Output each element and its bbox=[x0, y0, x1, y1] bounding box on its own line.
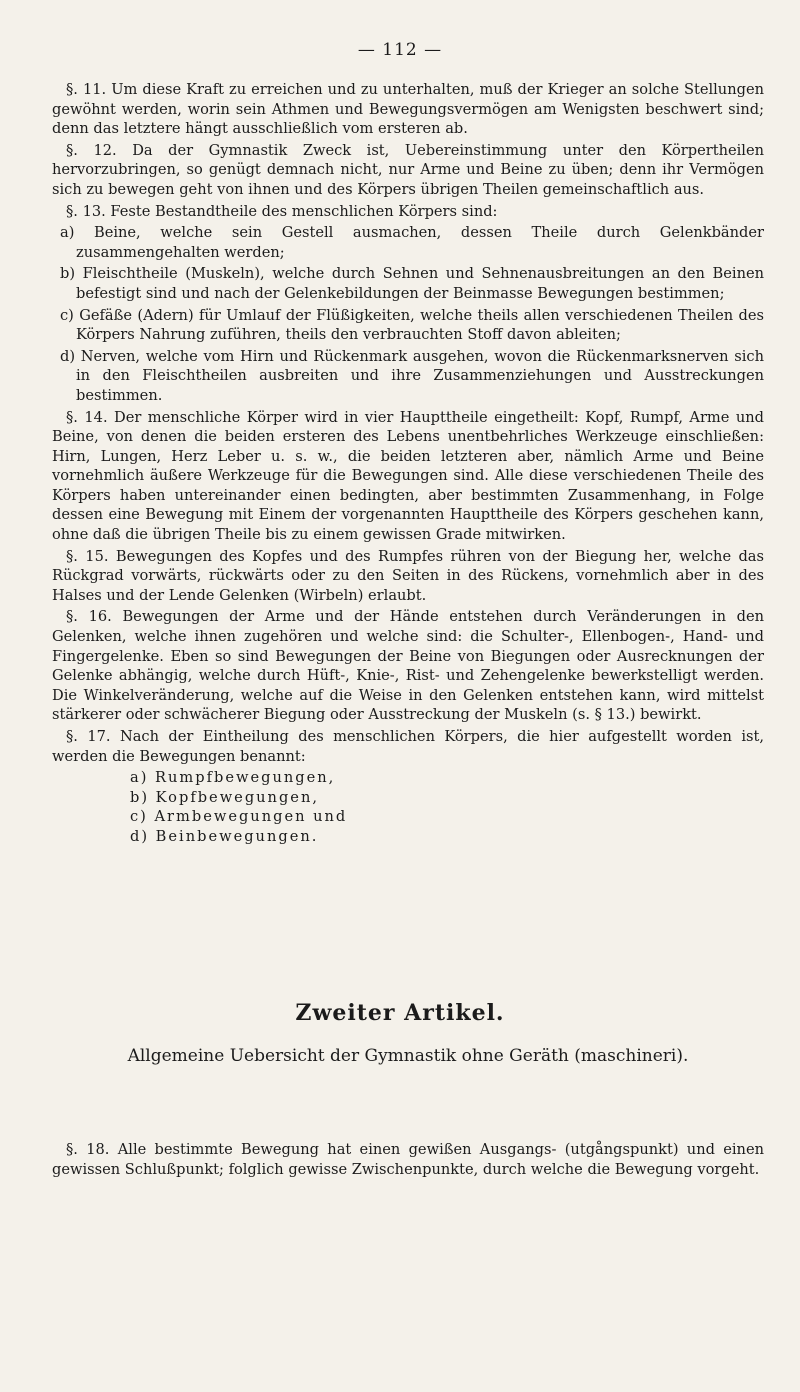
list-item-13a: a) Beine, welche sein Gestell ausmachen, dessen Theile durch Gelenkbänder zusammengehalten werden; bbox=[60, 224, 764, 261]
paragraph-18: §. 18. Alle bestimmte Bewegung hat einen gewißen Ausgangs- (utgångspunkt) und einen gewissen Schlußpunkt; folglich gewisse Zwischenpunkte, durch welche die Bewegung vorgeht. bbox=[52, 1141, 764, 1178]
list-item-13c: c) Gefäße (Adern) für Umlauf der Flüßigkeiten, welche theils allen verschiedenen Theilen des Körpers Nahrung zuführen, theils den verbrauchten Stoff davon ableiten; bbox=[60, 306, 764, 344]
paragraph-13: §. 13. Feste Bestandtheile des menschlichen Körpers sind: bbox=[66, 202, 498, 220]
section-heading: Zweiter Artikel. bbox=[295, 1000, 505, 1026]
list-item-13d: d) Nerven, welche vom Hirn und Rückenmark ausgehen, wovon die Rückenmarksnerven sich in den Fleischtheilen ausbreiten und ihre Zusammenziehungen und Ausstreckungen bestimmen. bbox=[60, 347, 764, 404]
section-subheading: Allgemeine Uebersicht der Gymnastik ohne Geräth (maschineri). bbox=[127, 1046, 689, 1066]
body-text-bottom bbox=[52, 1140, 764, 1181]
list-item-17a: a) Rumpfbewegungen, bbox=[130, 769, 336, 787]
paragraph-14: §. 14. Der menschliche Körper wird in vier Haupttheile eingetheilt: Kopf, Rumpf, Arme und Beine, von denen die beiden ersteren des Lebens unentbehrliches Werkzeuge einschließen: Hirn, Lungen, Herz Leber u. s. w., die beiden letzteren aber, nämlich Arme und Beine vornehmlich äußere Werkzeuge für die Bewegungen sind. Alle diese verschiedenen Theile des Körpers haben untereinander einen bedingten, aber bestimmten Zusammenhang, in Folge dessen eine Bewegung mit Einem der vorgenannten Haupttheile des Körpers geschehen kann, ohne daß die übrigen Theile bis zu einem gewissen Grade mitwirken. bbox=[52, 408, 764, 544]
list-item-13b: b) Fleischtheile (Muskeln), welche durch Sehnen und Sehnenausbreitungen an den Beinen befestigt sind und nach der Gelenkebildungen der Beinmasse Bewegungen bestimmen; bbox=[60, 265, 764, 302]
list-item-17c: c) Armbewegungen und bbox=[130, 808, 348, 826]
list-item-17d: d) Beinbewegungen. bbox=[130, 827, 319, 845]
paragraph-15: §. 15. Bewegungen des Kopfes und des Rumpfes rühren von der Biegung her, welche das Rückgrad vorwärts, rückwärts oder zu den Seiten in des Rückens, vornehmlich aber in des Halses und der Lende Gelenken (Wirbeln) erlaubt. bbox=[52, 547, 764, 604]
paragraph-12: §. 12. Da der Gymnastik Zweck ist, Uebereinstimmung unter den Körpertheilen hervorzubringen, so genügt demnach nicht, nur Arme und Beine zu üben; denn ihr Vermögen sich zu bewegen geht von ihnen und des Körpers übrigen Theilen gemeinschaftlich aus. bbox=[52, 141, 764, 198]
list-item-17b: b) Kopfbewegungen, bbox=[130, 788, 319, 806]
paragraph-11: §. 11. Um diese Kraft zu erreichen und zu unterhalten, muß der Krieger an solche Stellungen gewöhnt werden, worin sein Athmen und Bewegungsvermögen am Wenigsten beschwert sind; denn das letztere hängt ausschließlich vom ersteren ab. bbox=[52, 81, 764, 138]
paragraph-16: §. 16. Bewegungen der Arme und der Hände entstehen durch Veränderungen in den Gelenken, welche ihnen zugehören und welche sind: die Schulter-, Ellenbogen-, Hand- und Fingergelenke. Eben so sind Bewegungen der Beine von Biegungen oder Ausrecknungen der Gelenke abhängig, welche durch Hüft-, Knie-, Rist- und Zehengelenke bewerkstelligt werden. Die Winkelveränderung, welche auf die Weise in den Gelenken entstehen kann, wird mittelst stärkerer oder schwächerer Biegung oder Ausstreckung der Muskeln (s. § 13.) bewirkt. bbox=[52, 608, 764, 724]
body-text bbox=[52, 80, 764, 847]
paragraph-17: §. 17. Nach der Eintheilung des menschlichen Körpers, die hier aufgestellt worden ist, werden die Bewegungen benannt: bbox=[52, 728, 764, 765]
page-number: — 112 — bbox=[357, 40, 443, 60]
